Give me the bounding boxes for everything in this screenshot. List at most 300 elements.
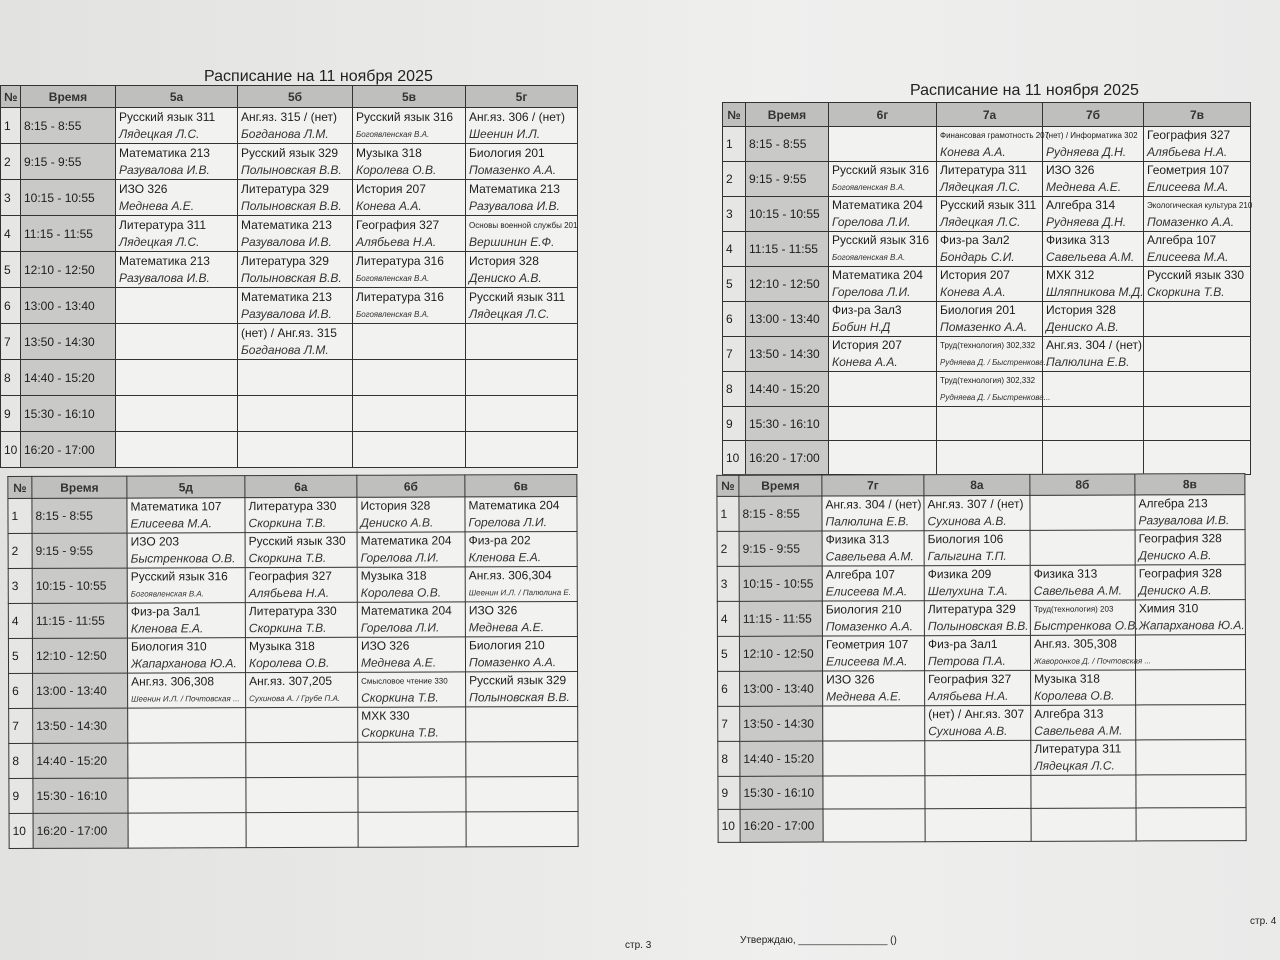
lesson-cell xyxy=(937,441,1043,475)
lesson-time: 13:50 - 14:30 xyxy=(740,706,823,741)
lesson-cell xyxy=(466,216,578,252)
lesson-time: 13:00 - 13:40 xyxy=(740,671,823,706)
column-header-time: Время xyxy=(21,86,116,108)
teacher-name: Помазенко А.А. xyxy=(940,320,1028,334)
lesson-cell xyxy=(924,495,1030,530)
column-header-class: 8в xyxy=(1135,474,1245,495)
teacher-name: Дениско А.В. xyxy=(1046,320,1119,334)
lesson-number: 4 xyxy=(8,603,32,638)
lesson-time: 9:15 - 9:55 xyxy=(32,533,127,568)
subject-room: История 328 xyxy=(360,498,431,513)
lesson-cell xyxy=(466,707,578,742)
lesson-cell xyxy=(925,740,1031,775)
lesson-cell xyxy=(1031,808,1136,841)
subject-room: Математика 213 xyxy=(119,253,210,268)
column-header-class: 5в xyxy=(353,86,466,108)
teacher-name: Шеенин И.Л. / Палюлина Е. xyxy=(468,588,571,598)
lesson-cell xyxy=(358,672,466,707)
subject-room: МХК 330 xyxy=(361,708,410,723)
table-row xyxy=(717,600,1245,637)
column-header-time: Время xyxy=(739,475,822,496)
subject-room: Музыка 318 xyxy=(248,638,315,654)
subject-room: Литература 316 xyxy=(356,253,444,268)
teacher-name: Горелова Л.И. xyxy=(832,215,911,229)
column-header-time: Время xyxy=(32,476,127,498)
teacher-name: Помазенко А.А. xyxy=(469,162,557,177)
lesson-cell xyxy=(924,565,1030,600)
lesson-time: 12:10 - 12:50 xyxy=(746,267,829,302)
lesson-cell xyxy=(822,566,924,601)
subject-room: Труд(технология) 302,332 xyxy=(940,341,1036,350)
lesson-cell xyxy=(1144,127,1251,162)
lesson-cell xyxy=(829,127,937,162)
subject-room: Русский язык 311 xyxy=(940,198,1037,212)
teacher-name: Богоявленская В.А. xyxy=(356,309,430,319)
lesson-cell xyxy=(357,602,465,637)
lesson-time: 16:20 - 17:00 xyxy=(33,813,128,848)
table-row xyxy=(718,740,1246,777)
lesson-cell xyxy=(238,180,353,216)
lesson-cell xyxy=(1136,808,1246,841)
subject-room: География 327 xyxy=(928,671,1012,687)
lesson-cell xyxy=(353,252,466,288)
lesson-number: 4 xyxy=(723,232,746,267)
lesson-cell xyxy=(128,673,246,708)
subject-room: Литература 330 xyxy=(248,603,337,619)
schedule-table-7g-8v xyxy=(716,473,1246,843)
lesson-cell xyxy=(1136,705,1246,740)
subject-room: Русский язык 330 xyxy=(248,533,346,549)
subject-room: Анг.яз. 307,205 xyxy=(249,673,333,689)
teacher-name: Меднева А.Е. xyxy=(468,620,545,635)
lesson-time: 13:00 - 13:40 xyxy=(746,302,829,337)
lesson-cell xyxy=(829,441,937,475)
subject-room: История 207 xyxy=(832,338,902,352)
lesson-cell xyxy=(466,108,578,144)
lesson-number: 7 xyxy=(723,337,746,372)
subject-room: Русский язык 329 xyxy=(469,673,567,688)
lesson-cell xyxy=(937,407,1043,441)
subject-room: Алгебра 107 xyxy=(825,567,895,582)
teacher-name: Богоявленская В.А. xyxy=(130,589,204,599)
lesson-cell xyxy=(829,337,937,372)
table-row xyxy=(723,372,1251,407)
lesson-number: 2 xyxy=(8,533,32,568)
lesson-cell xyxy=(822,601,924,636)
column-header-class: 5а xyxy=(116,86,238,108)
column-header-class: 5г xyxy=(466,86,578,108)
lesson-cell xyxy=(246,742,358,777)
subject-room: Литература 329 xyxy=(241,253,329,268)
lesson-time: 12:10 - 12:50 xyxy=(739,636,822,671)
lesson-cell xyxy=(1043,127,1144,162)
lesson-number: 6 xyxy=(1,288,21,324)
lesson-number: 9 xyxy=(718,776,740,809)
subject-room: Математика 204 xyxy=(360,603,452,618)
teacher-name: Палюлина Е.В. xyxy=(825,514,910,529)
teacher-name: Сухинова А.В. xyxy=(927,513,1007,529)
teacher-name: Скоркина Т.В. xyxy=(248,550,327,566)
subject-room: ИЗО 326 xyxy=(1046,163,1095,177)
teacher-name: Богоявленская В.А. xyxy=(356,129,430,139)
lesson-cell xyxy=(1030,495,1135,530)
teacher-name: Королева О.В. xyxy=(1034,688,1115,703)
lesson-number: 8 xyxy=(9,743,33,778)
lesson-cell xyxy=(245,602,357,637)
subject-room: Биология 201 xyxy=(940,303,1016,317)
subject-room: География 327 xyxy=(1147,128,1231,142)
lesson-cell xyxy=(1043,302,1144,337)
table-row xyxy=(1,144,578,180)
lesson-cell xyxy=(357,497,465,532)
teacher-name: Савельева А.М. xyxy=(1033,583,1122,598)
teacher-name: Галыгина Т.П. xyxy=(927,548,1007,564)
teacher-name: Королева О.В. xyxy=(360,585,442,600)
table-row xyxy=(723,302,1251,337)
teacher-name: Разувалова И.В. xyxy=(469,198,560,213)
column-header-class: 7в xyxy=(1144,103,1251,127)
lesson-cell xyxy=(238,360,353,396)
lesson-cell xyxy=(465,532,577,567)
subject-room: История 328 xyxy=(469,253,539,268)
subject-room: Литература 311 xyxy=(940,163,1028,177)
teacher-name: Разувалова И.В. xyxy=(119,270,210,285)
lesson-cell xyxy=(466,288,578,324)
teacher-name: Конева А.А. xyxy=(832,355,898,369)
teacher-name: Разувалова И.В. xyxy=(119,162,210,177)
teacher-name: Лядецкая Л.С. xyxy=(469,306,550,321)
lesson-number: 5 xyxy=(717,636,739,671)
lesson-number: 3 xyxy=(723,197,746,232)
teacher-name: Конева А.А. xyxy=(940,285,1006,299)
lesson-cell xyxy=(238,324,353,360)
subject-room: Русский язык 316 xyxy=(130,569,228,584)
teacher-name: Богоявленская В.А. xyxy=(832,253,906,262)
subject-room: Экологическая культура 210 xyxy=(1147,201,1253,210)
lesson-cell xyxy=(937,372,1051,407)
table-row xyxy=(1,432,578,468)
teacher-name: Полыновская В.В. xyxy=(241,270,342,285)
lesson-cell xyxy=(925,670,1031,705)
teacher-name: Лядецкая Л.С. xyxy=(940,180,1021,194)
subject-room: Алгебра 107 xyxy=(1147,233,1217,247)
lesson-time: 14:40 - 15:20 xyxy=(746,372,829,407)
teacher-name: Сухинова А.В. xyxy=(928,723,1008,739)
lesson-time: 8:15 - 8:55 xyxy=(746,127,829,162)
lesson-number: 5 xyxy=(723,267,746,302)
lesson-cell xyxy=(1135,600,1245,635)
subject-room: География 327 xyxy=(356,217,440,232)
lesson-cell xyxy=(937,232,1043,267)
lesson-cell xyxy=(357,637,465,672)
lesson-time: 13:50 - 14:30 xyxy=(746,337,829,372)
column-header-number: № xyxy=(717,475,739,496)
lesson-time: 16:20 - 17:00 xyxy=(740,809,823,842)
subject-room: Анг.яз. 306,304 xyxy=(468,568,552,583)
subject-room: История 328 xyxy=(1046,303,1116,317)
subject-room: Биология 106 xyxy=(927,531,1004,547)
lesson-cell xyxy=(1030,635,1152,670)
lesson-cell xyxy=(466,777,578,812)
lesson-time: 14:40 - 15:20 xyxy=(33,743,128,778)
teacher-name: Дениско А.В. xyxy=(1138,583,1212,598)
table-row xyxy=(723,232,1251,267)
teacher-name: Кленова Е.А. xyxy=(468,550,542,565)
lesson-cell xyxy=(466,180,578,216)
lesson-time: 11:15 - 11:55 xyxy=(32,603,127,638)
lesson-time: 12:10 - 12:50 xyxy=(32,638,127,673)
lesson-number: 3 xyxy=(717,566,739,601)
lesson-number: 9 xyxy=(1,396,21,432)
subject-room: МХК 312 xyxy=(1046,268,1095,282)
lesson-number: 10 xyxy=(723,441,746,475)
teacher-name: Дениско А.В. xyxy=(1138,548,1212,563)
teacher-name: Елисеева М.А. xyxy=(1147,180,1229,194)
subject-room: География 327 xyxy=(248,568,332,584)
column-header-number: № xyxy=(723,103,746,127)
subject-room: География 328 xyxy=(1138,566,1222,581)
lesson-cell xyxy=(128,813,246,848)
subject-room: Анг.яз. 304 / (нет) xyxy=(825,497,922,512)
lesson-cell xyxy=(116,108,238,144)
lesson-cell xyxy=(245,567,357,602)
lesson-number: 5 xyxy=(1,252,21,288)
lesson-cell xyxy=(1043,337,1144,372)
teacher-name: Лядецкая Л.С. xyxy=(940,215,1021,229)
subject-room: Физика 313 xyxy=(1046,233,1110,247)
lesson-cell xyxy=(238,396,353,432)
lesson-cell xyxy=(1030,530,1135,565)
subject-room: ИЗО 326 xyxy=(360,638,410,653)
lesson-cell xyxy=(465,497,577,532)
teacher-name: Горелова Л.И. xyxy=(832,285,911,299)
subject-room: Основы военной службы 201 xyxy=(469,220,578,230)
table-row xyxy=(723,267,1251,302)
lesson-cell xyxy=(1144,197,1251,232)
teacher-name: Савельева А.М. xyxy=(1046,250,1135,264)
lesson-cell xyxy=(116,324,238,360)
teacher-name: Елисеева М.А. xyxy=(825,654,908,669)
table-row xyxy=(1,108,578,144)
lesson-time: 8:15 - 8:55 xyxy=(32,498,127,533)
lesson-cell xyxy=(116,288,238,324)
lesson-number: 1 xyxy=(8,498,32,533)
table-row xyxy=(8,637,577,674)
lesson-cell xyxy=(1135,635,1245,670)
subject-room: Физ-ра Зал2 xyxy=(940,233,1010,247)
subject-room: Анг.яз. 307 / (нет) xyxy=(927,496,1024,512)
lesson-cell xyxy=(116,216,238,252)
lesson-cell xyxy=(1144,232,1251,267)
lesson-number: 6 xyxy=(723,302,746,337)
column-header-class: 5д xyxy=(127,476,245,498)
lesson-cell xyxy=(116,360,238,396)
lesson-cell xyxy=(116,396,238,432)
lesson-cell xyxy=(127,603,245,638)
teacher-name: Лядецкая Л.С. xyxy=(1034,758,1115,773)
lesson-time: 16:20 - 17:00 xyxy=(746,441,829,475)
lesson-cell xyxy=(1136,775,1246,808)
teacher-name: Скоркина Т.В. xyxy=(361,690,439,705)
lesson-cell xyxy=(238,144,353,180)
table-row xyxy=(1,180,578,216)
lesson-cell xyxy=(116,432,238,468)
lesson-time: 8:15 - 8:55 xyxy=(21,108,116,144)
lesson-cell xyxy=(1043,267,1144,302)
subject-room: Русский язык 316 xyxy=(832,233,930,247)
page-number-right: стр. 4 xyxy=(1250,916,1277,927)
lesson-cell xyxy=(116,144,238,180)
lesson-time: 16:20 - 17:00 xyxy=(21,432,116,468)
subject-room: Литература 311 xyxy=(119,217,207,232)
lesson-time: 11:15 - 11:55 xyxy=(746,232,829,267)
lesson-cell xyxy=(116,252,238,288)
table-row xyxy=(1,396,578,432)
teacher-name: Алябьева Н.А. xyxy=(928,688,1009,704)
lesson-time: 15:30 - 16:10 xyxy=(33,778,128,813)
lesson-number: 1 xyxy=(723,127,746,162)
table-row xyxy=(723,127,1251,162)
lesson-cell xyxy=(466,144,578,180)
lesson-number: 10 xyxy=(1,432,21,468)
subject-room: Биология 201 xyxy=(469,145,545,160)
table-row xyxy=(9,672,578,709)
subject-room: (нет) / Анг.яз. 315 xyxy=(241,325,337,340)
subject-room: ИЗО 326 xyxy=(119,181,168,196)
teacher-name: Королева О.В. xyxy=(248,655,330,671)
lesson-cell xyxy=(823,671,925,706)
lesson-cell xyxy=(1144,302,1251,337)
subject-room: Математика 213 xyxy=(241,217,332,232)
lesson-cell xyxy=(116,180,238,216)
table-row xyxy=(718,705,1246,742)
subject-room: Музыка 318 xyxy=(1034,671,1100,686)
lesson-time: 13:00 - 13:40 xyxy=(21,288,116,324)
subject-room: Литература 330 xyxy=(248,498,337,514)
lesson-time: 9:15 - 9:55 xyxy=(746,162,829,197)
subject-room: (нет) / Анг.яз. 307 xyxy=(928,706,1025,722)
subject-room: Физ-ра Зал1 xyxy=(130,604,201,619)
column-header-class: 7б xyxy=(1043,103,1144,127)
lesson-cell xyxy=(924,600,1030,635)
lesson-cell xyxy=(353,396,466,432)
subject-room: Алгебра 313 xyxy=(1034,706,1104,721)
subject-room: Математика 213 xyxy=(469,181,560,196)
lesson-cell xyxy=(128,708,246,743)
subject-room: Труд(технология) 203 xyxy=(1033,604,1114,614)
teacher-name: Алябьева Н.А. xyxy=(356,234,437,249)
subject-room: Биология 210 xyxy=(825,602,902,617)
teacher-name: Богоявленская В.А. xyxy=(832,183,906,192)
column-header-class: 5б xyxy=(238,86,353,108)
table-row xyxy=(1,324,578,360)
lesson-cell xyxy=(465,567,577,602)
teacher-name: Скоркина Т.В. xyxy=(361,725,439,740)
lesson-cell xyxy=(829,302,937,337)
subject-room: Математика 204 xyxy=(360,533,452,548)
subject-room: Физика 313 xyxy=(825,532,890,547)
lesson-time: 9:15 - 9:55 xyxy=(21,144,116,180)
subject-room: Биология 210 xyxy=(468,638,545,653)
teacher-name: Жапарханова Ю.А. xyxy=(1138,618,1245,633)
lesson-number: 7 xyxy=(1,324,21,360)
lesson-cell xyxy=(353,108,466,144)
teacher-name: Шеенин И.Л. xyxy=(469,126,541,141)
approval-signature-line: Утверждаю, ________________ () xyxy=(740,935,897,946)
table-row xyxy=(9,812,578,849)
subject-room: Математика 213 xyxy=(241,289,332,304)
subject-room: Физика 313 xyxy=(1033,566,1098,581)
column-header-class: 7г xyxy=(822,475,924,496)
teacher-name: Конева А.А. xyxy=(940,145,1006,159)
lesson-number: 1 xyxy=(1,108,21,144)
teacher-name: Палюлина Е.В. xyxy=(1046,355,1130,369)
subject-room: Математика 204 xyxy=(468,498,560,513)
lesson-number: 4 xyxy=(717,601,739,636)
subject-room: Геометрия 107 xyxy=(1147,163,1230,177)
lesson-time: 11:15 - 11:55 xyxy=(739,601,822,636)
teacher-name: Жаворонков Д. / Почтовская ... xyxy=(1033,656,1152,666)
lesson-cell xyxy=(353,144,466,180)
table-row xyxy=(718,775,1246,810)
teacher-name: Помазенко А.А. xyxy=(825,619,913,634)
lesson-cell xyxy=(238,288,353,324)
teacher-name: Помазенко А.А. xyxy=(1147,215,1235,229)
lesson-number: 8 xyxy=(723,372,746,407)
lesson-cell xyxy=(246,812,358,847)
teacher-name: Разувалова И.В. xyxy=(1138,513,1230,528)
lesson-cell xyxy=(246,672,358,707)
lesson-cell xyxy=(466,672,578,707)
subject-room: История 207 xyxy=(356,181,426,196)
table-row xyxy=(723,337,1251,372)
lesson-cell xyxy=(465,637,577,672)
teacher-name: Кленова Е.А. xyxy=(130,621,204,636)
lesson-cell xyxy=(1043,232,1144,267)
teacher-name: Полыновская В.В. xyxy=(241,162,342,177)
teacher-name: Лядецкая Л.С. xyxy=(119,234,200,249)
table-row xyxy=(717,635,1245,672)
lesson-cell xyxy=(822,636,924,671)
lesson-number: 6 xyxy=(9,673,33,708)
column-header-class: 6б xyxy=(357,475,465,497)
table-row xyxy=(1,252,578,288)
subject-room: Литература 316 xyxy=(356,289,444,304)
teacher-name: Дениско А.В. xyxy=(469,270,542,285)
table-row xyxy=(718,670,1246,707)
teacher-name: Елисеева М.А. xyxy=(825,584,908,599)
table-row xyxy=(717,530,1245,567)
lesson-number: 9 xyxy=(723,407,746,441)
lesson-cell xyxy=(937,337,1051,372)
subject-room: Физ-ра Зал1 xyxy=(927,636,998,652)
lesson-cell xyxy=(353,432,466,468)
lesson-number: 9 xyxy=(9,778,33,813)
table-row xyxy=(8,497,577,534)
page-title-left: Расписание на 11 ноября 2025 xyxy=(204,68,433,85)
teacher-name: Дениско А.В. xyxy=(360,515,434,530)
lesson-number: 2 xyxy=(723,162,746,197)
teacher-name: Меднева А.Е. xyxy=(826,689,902,704)
subject-room: Смысловое чтение 330 xyxy=(361,676,448,686)
teacher-name: Савельева А.М. xyxy=(825,549,914,564)
lesson-cell xyxy=(245,637,357,672)
header-row xyxy=(717,474,1245,497)
subject-room: Русский язык 311 xyxy=(469,289,566,304)
table-row xyxy=(717,495,1245,532)
table-row xyxy=(1,216,578,252)
schedule-table-5d-6v xyxy=(7,474,578,849)
